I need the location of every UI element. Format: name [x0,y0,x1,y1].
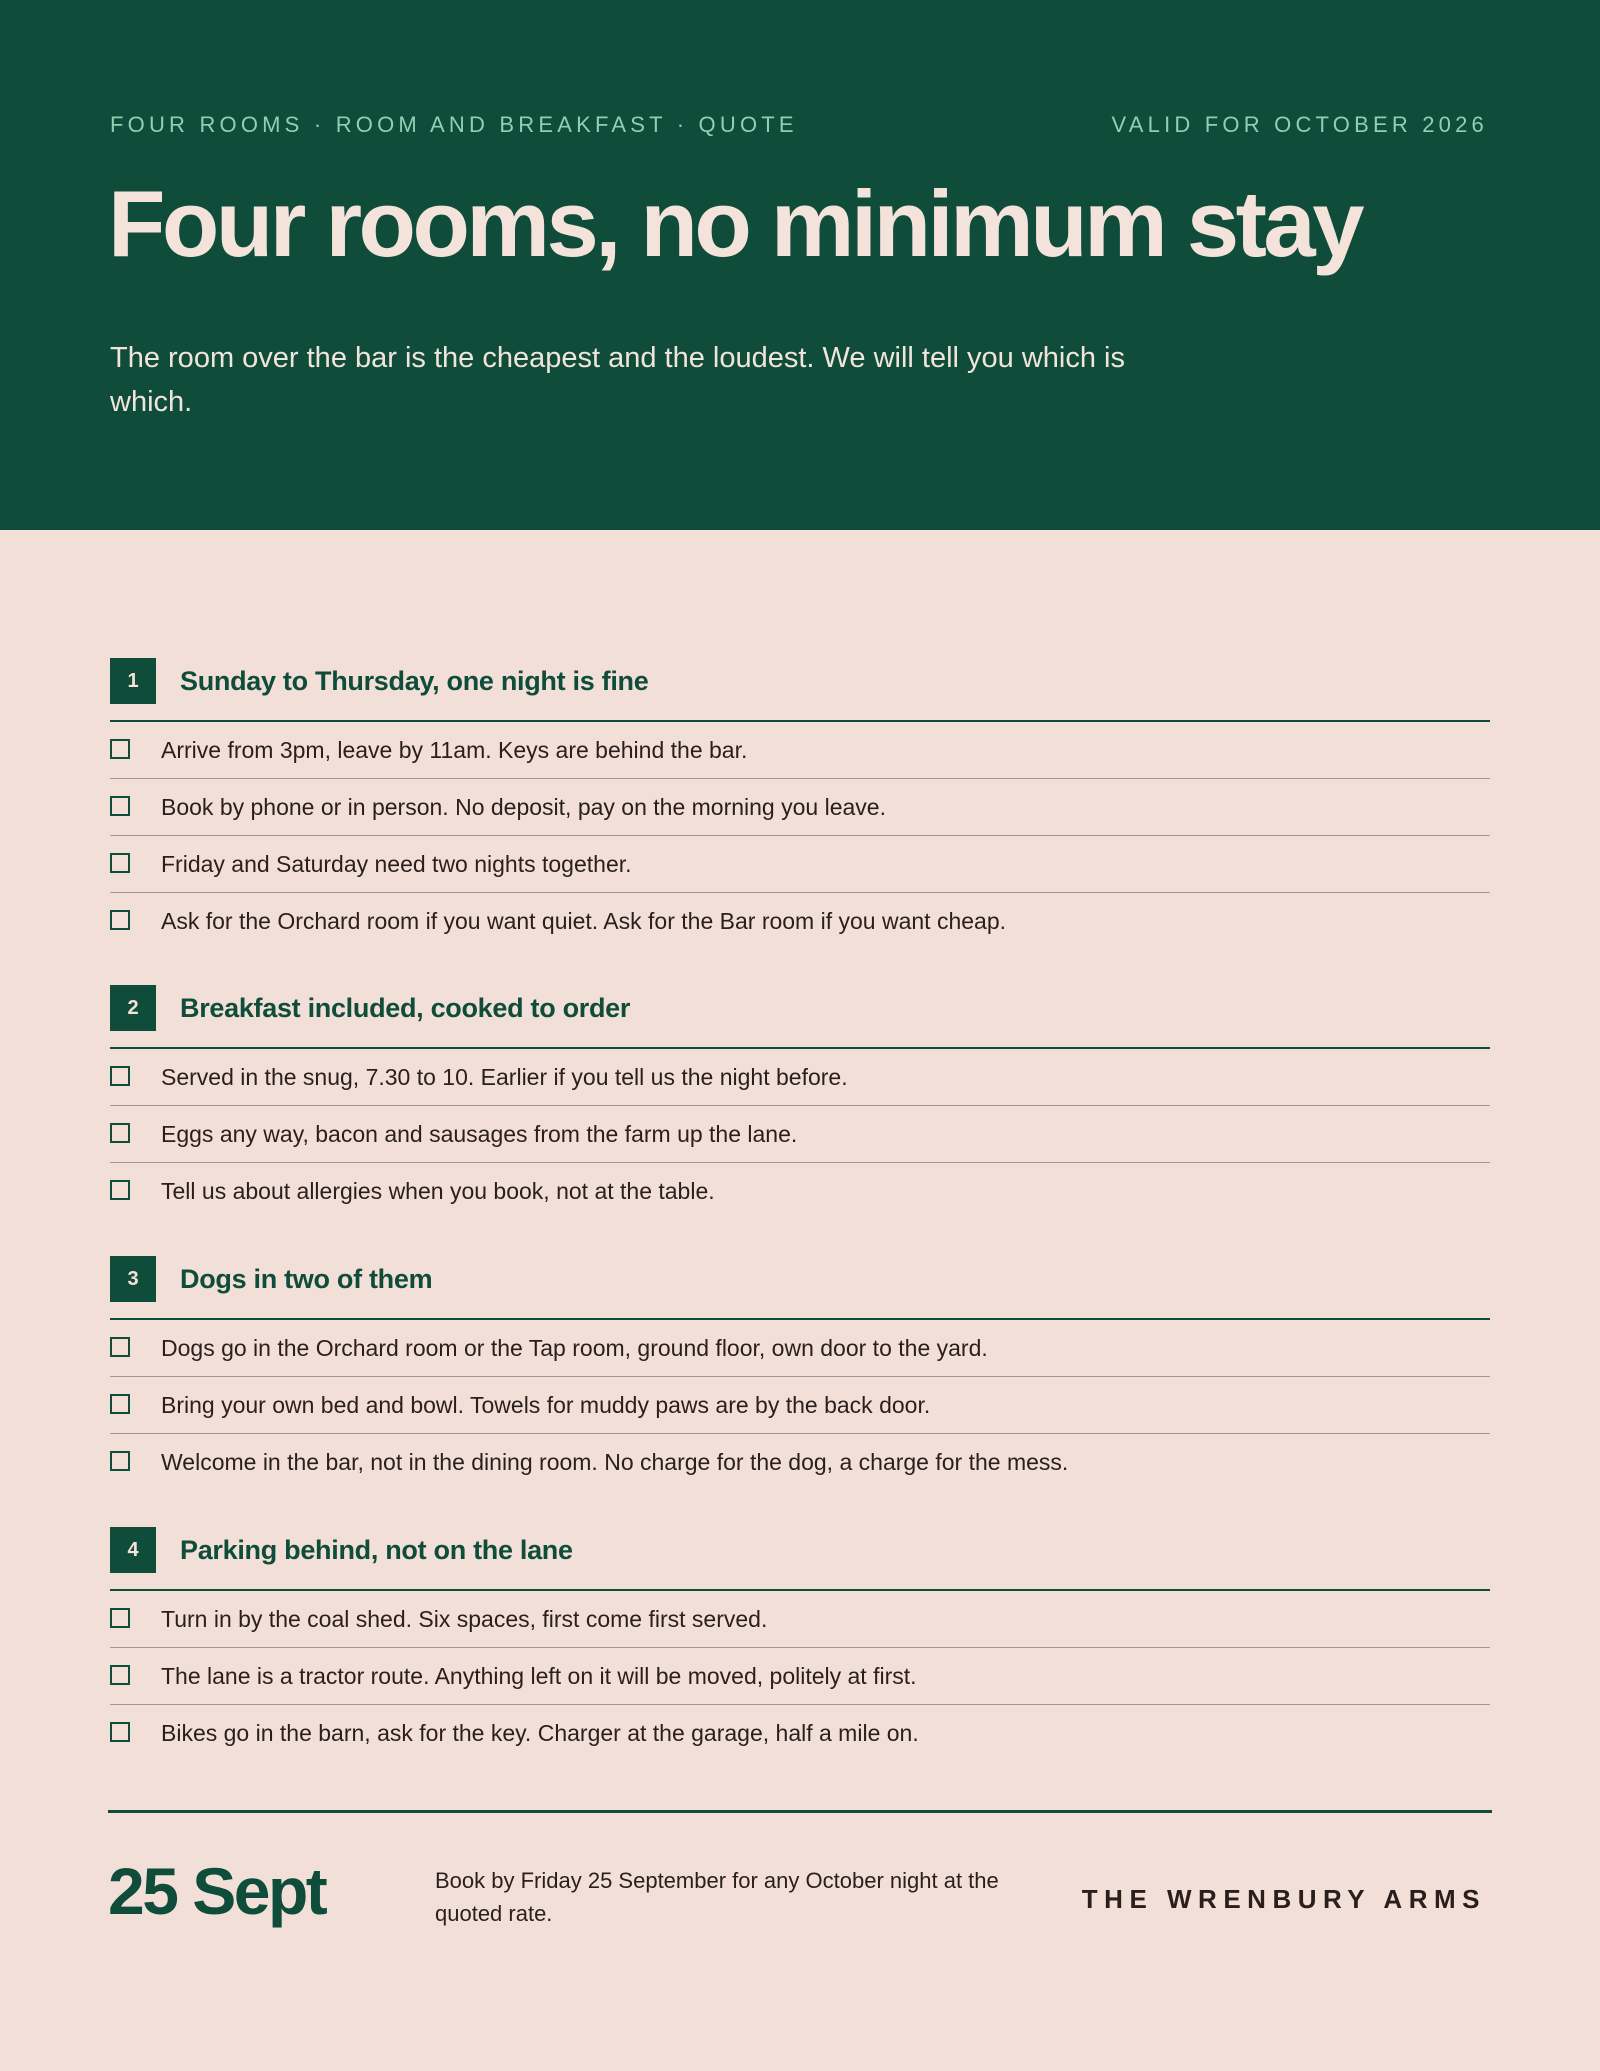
intro-text: The room over the bar is the cheapest and the loudest. We will tell you which is which. [110,342,1125,418]
section-dogs [110,1256,1490,1490]
section-title: Sunday to Thursday, one night is fine [180,666,649,696]
checklist-item-text: Eggs any way, bacon and sausages from the farm up the lane. [161,1121,798,1147]
checklist-item-text: Ask for the Orchard room if you want quiet. Ask for the Bar room if you want cheap. [161,908,1007,934]
checklist-item [110,836,1490,893]
checkbox[interactable] [110,1066,130,1086]
booking-deadline: 25 Sept [108,1854,326,1928]
section-number-badge: 1 [110,658,156,704]
checklist-item [110,779,1490,836]
section-weeknights [110,658,1490,949]
section-breakfast [110,985,1490,1219]
checklist-item-text: Tell us about allergies when you book, not at the table. [161,1178,715,1204]
checkbox[interactable] [110,1337,130,1357]
checklist-item [110,1591,1490,1648]
section-parking [110,1527,1490,1761]
page-title: Four rooms, no minimum stay [108,171,1361,276]
checklist-item-text: Bring your own bed and bowl. Towels for muddy paws are by the back door. [161,1392,931,1418]
section-number-badge: 3 [110,1256,156,1302]
checklist-item-text: Friday and Saturday need two nights together. [161,851,632,877]
checklist-item [110,1434,1490,1490]
section-number-badge: 2 [110,985,156,1031]
checklist-item [110,1106,1490,1163]
section-header [110,985,1490,1049]
section-header [110,1256,1490,1320]
checkbox[interactable] [110,1722,130,1742]
checkbox[interactable] [110,796,130,816]
hero-header [0,0,1600,530]
section-title: Parking behind, not on the lane [180,1535,573,1565]
checkbox[interactable] [110,1665,130,1685]
section-header [110,658,1490,722]
checkbox[interactable] [110,739,130,759]
booking-note: Book by Friday 25 September for any October night at the quoted rate. [435,1868,999,1926]
checklist-item [110,1705,1490,1761]
checkbox[interactable] [110,853,130,873]
checklist-item [110,1648,1490,1705]
checkbox[interactable] [110,1180,130,1200]
brand-name: THE WRENBURY ARMS [1081,1884,1486,1914]
checklist-item-text: Dogs go in the Orchard room or the Tap room, ground floor, own door to the yard. [161,1335,988,1361]
checklist-item [110,1377,1490,1434]
checklist-item-text: Welcome in the bar, not in the dining room. No charge for the dog, a charge for the mess. [161,1449,1069,1475]
checklist-item-text: Book by phone or in person. No deposit, pay on the morning you leave. [161,794,886,820]
checklist-item-text: Turn in by the coal shed. Six spaces, first come first served. [161,1606,768,1632]
footer-divider [108,1810,1492,1813]
kicker-left: FOUR ROOMS · ROOM AND BREAKFAST · QUOTE [110,112,798,137]
section-header [110,1527,1490,1591]
checkbox[interactable] [110,910,130,930]
checkbox[interactable] [110,1123,130,1143]
validity-label: VALID FOR OCTOBER 2026 [1111,112,1488,137]
checklist-item-text: Served in the snug, 7.30 to 10. Earlier if you tell us the night before. [161,1064,848,1090]
section-number-badge: 4 [110,1527,156,1573]
checklist-item [110,1049,1490,1106]
checklist-item [110,722,1490,779]
checklist-item-text: Bikes go in the barn, ask for the key. Charger at the garage, half a mile on. [161,1720,919,1746]
section-title: Dogs in two of them [180,1264,433,1294]
checkbox[interactable] [110,1451,130,1471]
checkbox[interactable] [110,1608,130,1628]
checkbox[interactable] [110,1394,130,1414]
checklist-item-text: Arrive from 3pm, leave by 11am. Keys are behind the bar. [161,737,748,763]
section-title: Breakfast included, cooked to order [180,993,631,1023]
checklist-item [110,1320,1490,1377]
checklist-item-text: The lane is a tractor route. Anything left on it will be moved, politely at first. [161,1663,917,1689]
checklist-item [110,893,1490,949]
checklist-item [110,1163,1490,1219]
